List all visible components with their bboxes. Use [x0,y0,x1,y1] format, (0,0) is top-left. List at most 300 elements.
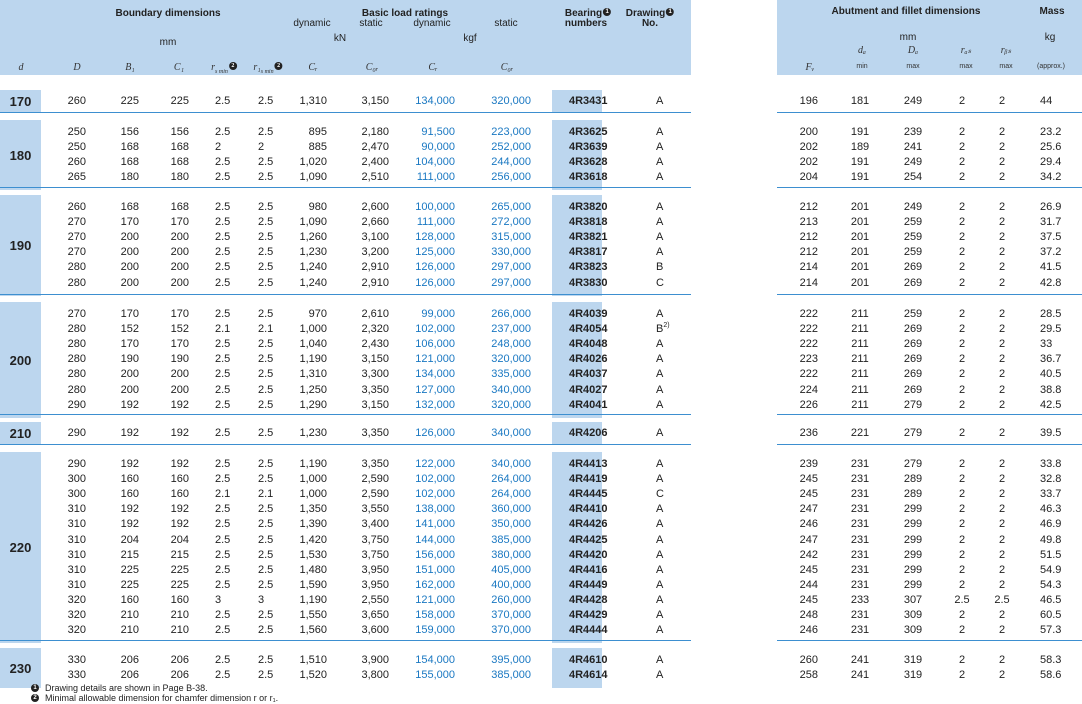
table-cell: 2.5 [258,94,274,107]
table-cell: 310 [67,563,86,576]
table-cell: 2 [958,473,966,486]
table-cell: 54.9 [1040,563,1062,576]
table-cell: 269 [903,383,923,396]
table-cell: 2 [958,503,966,516]
table-cell: 2,590 [361,473,389,486]
table-cell: 29.5 [1040,323,1062,336]
table-cell: A [656,156,664,169]
table-cell: 236 [799,426,818,439]
table-cell: 2 [958,261,966,274]
table-cell: 2.5 [215,276,231,289]
table-cell: 2 [958,669,966,682]
footnote-1: Drawing details are shown in Page B-38. [45,683,208,693]
table-cell: 160 [120,488,139,501]
table-cell: 2 [998,533,1006,546]
group-separator [777,112,1082,113]
table-cell: 2.5 [215,353,231,366]
table-cell: 2 [998,563,1006,576]
table-cell: 2.5 [258,473,274,486]
table-cell: 2 [998,201,1006,213]
table-cell: 180 [120,171,139,184]
table-cell: 3,400 [361,518,389,531]
table-cell: 4R4039 [569,308,608,320]
table-cell: 190 [170,353,189,366]
bore-diameter-cell: 230 [0,648,41,688]
table-cell: 4R4425 [569,533,608,546]
table-cell: 290 [67,426,86,439]
table-cell: 202 [799,141,818,154]
table-cell: 4R4429 [569,609,608,621]
group-separator [777,444,1082,445]
table-cell: 210 [120,609,139,621]
table-cell: 158,000 [415,609,455,621]
max-label-rbs: max [999,63,1013,70]
table-cell: 245 [799,593,818,606]
table-cell: A [656,338,664,351]
table-cell: 2.5 [258,308,274,320]
table-cell: A [656,126,664,138]
table-cell: 270 [67,216,86,229]
table-cell: 200 [170,368,189,381]
table-cell: 2.5 [258,201,274,213]
table-cell: 2 [998,353,1006,366]
table-cell: 2.5 [215,518,231,531]
table-cell: 2.5 [258,231,274,244]
table-cell: 181 [850,94,870,107]
table-cell: A [656,593,664,606]
table-cell: 245 [799,473,818,486]
table-cell: 206 [120,654,139,666]
table-cell: 46.9 [1040,518,1062,531]
table-cell: 211 [851,353,869,366]
table-cell: 54.3 [1040,578,1062,591]
table-cell: 330 [67,669,86,682]
group-separator [0,187,691,188]
min-label: min [856,63,868,70]
table-cell: 222 [799,368,818,381]
sym-Cr: Cᵣ [308,62,318,73]
table-cell: 111,000 [416,171,455,184]
table-cell: 280 [67,276,86,289]
table-cell: 2.5 [215,654,231,666]
table-cell: 289 [903,488,923,501]
table-cell: A [656,398,664,411]
table-cell: 42.8 [1040,276,1062,289]
group-separator [0,640,691,641]
table-cell: 2.5 [215,426,231,439]
table-cell: 168 [120,141,139,154]
table-cell: 2.5 [258,624,274,637]
table-cell: 4R3431 [569,94,608,107]
table-cell: 168 [170,141,189,154]
table-cell: 3,350 [361,458,389,470]
table-cell: 156,000 [415,548,455,561]
table-cell: 200 [120,231,139,244]
sym-B1: B₁ [125,62,135,73]
table-cell: 252,000 [491,141,531,154]
table-cell: 2 [958,518,966,531]
table-cell: 2.5 [954,593,970,606]
table-cell: 28.5 [1040,308,1062,320]
table-cell: 280 [67,353,86,366]
table-cell: 214 [799,276,818,289]
group-separator [0,414,691,415]
table-cell: 330 [67,654,86,666]
table-cell: 4R3818 [569,216,608,229]
table-cell: 2,400 [361,156,389,169]
table-cell: 269 [903,276,923,289]
table-cell: 2 [958,156,966,169]
table-cell: 1,530 [299,548,327,561]
table-cell: 2.5 [258,368,274,381]
table-cell: 1,250 [299,383,327,396]
table-cell: 245 [799,563,818,576]
table-cell: 2,320 [361,323,389,336]
table-cell: 350,000 [491,518,531,531]
table-cell: 1,000 [299,473,327,486]
table-cell: 212 [799,201,818,213]
table-cell: 266,000 [491,308,531,320]
table-cell: 297,000 [491,261,531,274]
bore-diameter-cell: 170 [0,90,41,112]
kn-unit-label: kN [333,33,347,44]
table-cell: 159,000 [415,624,455,637]
table-cell: 258 [799,669,818,682]
table-cell: 33.7 [1040,488,1062,501]
table-cell: 225 [120,563,139,576]
table-cell: 319 [903,654,923,666]
table-cell: 191 [850,156,870,169]
table-cell: 2.5 [258,578,274,591]
table-cell: 245 [799,488,818,501]
table-cell: 2 [958,246,966,259]
table-cell: 192 [170,518,189,531]
table-cell: 246 [799,624,818,637]
table-cell: 160 [170,473,189,486]
table-cell: 231 [850,624,870,637]
table-cell: 247 [799,503,818,516]
table-cell: 4R4610 [569,654,608,666]
table-cell: 300 [67,473,86,486]
table-cell: 370,000 [491,609,531,621]
group-separator [777,414,1082,415]
table-cell: 192 [170,458,189,470]
table-cell: 192 [170,398,189,411]
table-cell: 233 [850,593,870,606]
table-cell: 3,600 [361,624,389,637]
table-cell: 201 [850,261,870,274]
table-cell: 1,390 [299,518,327,531]
table-cell: 1,480 [299,563,327,576]
table-cell: 180 [170,171,189,184]
table-cell: 1,550 [299,609,327,621]
table-cell: 2 [958,578,966,591]
table-cell: 2.5 [258,383,274,396]
table-cell: 269 [903,261,923,274]
table-cell: 319 [903,669,923,682]
footnote-1-icon: 1 [31,684,39,692]
table-cell: 246 [799,518,818,531]
table-cell: 1,090 [299,171,327,184]
table-cell: 225 [120,94,139,107]
table-cell: 242 [799,548,818,561]
table-cell: 280 [67,383,86,396]
table-cell: 99,000 [421,308,455,320]
table-cell: 256,000 [491,171,531,184]
table-cell: 192 [120,503,139,516]
table-cell: 3,300 [361,368,389,381]
table-cell: 200 [799,126,818,138]
table-cell: 2,610 [361,308,389,320]
table-cell: 206 [170,669,189,682]
table-cell: 2 [998,503,1006,516]
table-cell: 1,190 [299,593,327,606]
table-cell: 2.5 [258,654,274,666]
table-cell: 126,000 [415,276,455,289]
table-cell: 2 [958,201,966,213]
table-cell: 2 [998,156,1006,169]
table-cell: 231 [850,548,870,561]
table-cell: 3,150 [361,353,389,366]
table-cell: 299 [903,503,923,516]
table-cell: 2,550 [361,593,389,606]
table-cell: 128,000 [415,231,455,244]
table-cell: 320,000 [491,94,531,107]
table-cell: 248,000 [491,338,531,351]
table-cell: 44 [1040,94,1053,107]
table-cell: 32.8 [1040,473,1062,486]
table-cell: 2.5 [258,669,274,682]
table-cell: 1,230 [299,426,327,439]
table-cell: 2.5 [215,126,231,138]
table-cell: 2.5 [258,246,274,259]
table-cell: 4R4426 [569,518,608,531]
table-cell: 160 [170,593,189,606]
table-cell: 320 [67,624,86,637]
table-cell: 211 [851,398,869,411]
table-cell: 400,000 [491,578,531,591]
table-cell: 212 [799,246,818,259]
table-cell: 280 [67,368,86,381]
group-separator [777,640,1082,641]
table-cell: 385,000 [491,669,531,682]
sym-r-s-min: $r_{s min}2$ [211,62,237,75]
table-cell: 270 [67,246,86,259]
table-cell: 4R4410 [569,503,608,516]
table-cell: 4R4048 [569,338,608,351]
table-cell: 2.5 [258,458,274,470]
table-cell: C [656,276,664,289]
table-cell: 211 [851,383,869,396]
table-cell: 37.5 [1040,231,1062,244]
table-cell: 126,000 [415,426,455,439]
kg-unit-label: kg [1044,32,1056,43]
table-cell: 2,600 [361,201,389,213]
table-cell: 970 [308,308,327,320]
table-cell: 2 [958,231,966,244]
table-cell: 156 [120,126,139,138]
table-cell: 335,000 [491,368,531,381]
table-cell: 2.5 [215,171,231,184]
note-1-icon: 1 [603,8,611,16]
table-cell: 191 [850,126,870,138]
table-cell: 2.5 [215,308,231,320]
table-cell: 3,750 [361,533,389,546]
table-cell: 2.5 [215,609,231,621]
table-cell: 290 [67,398,86,411]
table-cell: 2 [998,171,1006,184]
table-cell: 250 [67,126,86,138]
table-cell: 33.8 [1040,458,1062,470]
table-cell: 42.5 [1040,398,1062,411]
table-cell: 2.5 [215,383,231,396]
table-cell: 100,000 [415,201,455,213]
table-cell: A [656,548,664,561]
table-cell: A [656,141,664,154]
table-cell: 41.5 [1040,261,1062,274]
table-cell: 269 [903,368,923,381]
table-cell: 1,290 [299,398,327,411]
table-cell: A [656,473,664,486]
table-cell: 192 [120,518,139,531]
table-cell: 340,000 [491,426,531,439]
table-cell: 121,000 [415,593,455,606]
table-cell: 272,000 [491,216,531,229]
table-cell: 2,660 [361,216,389,229]
table-cell: 201 [850,216,870,229]
table-cell: 200 [170,276,189,289]
table-cell: 26.9 [1040,201,1062,213]
table-cell: 1,090 [299,216,327,229]
table-cell: 34.2 [1040,171,1062,184]
table-cell: 2 [998,246,1006,259]
table-cell: 241 [850,654,870,666]
table-cell: 4R4420 [569,548,608,561]
table-cell: 2 [958,368,966,381]
table-cell: 2 [958,488,966,501]
table-cell: 2 [998,338,1006,351]
table-cell: 2 [958,141,966,154]
table-cell: 3,150 [361,398,389,411]
table-cell: 385,000 [491,533,531,546]
table-cell: 2 [958,458,966,470]
table-cell: 4R4449 [569,578,608,591]
table-cell: 2.5 [258,426,274,439]
table-cell: 211 [851,323,869,336]
table-cell: 2.5 [215,473,231,486]
table-cell: 980 [308,201,327,213]
sym-C0r-kgf: C₀ᵣ [500,62,514,73]
table-cell: 1,190 [299,458,327,470]
table-cell: 2 [998,368,1006,381]
table-cell: 254 [903,171,923,184]
table-cell: 241 [903,141,923,154]
sym-r1-s-min: $r_1_{s min}2$ [253,62,282,75]
table-cell: 2.1 [215,323,231,336]
table-cell: A [656,669,664,682]
drawing-no-heading: Drawing 1 [626,8,674,19]
table-cell: 260 [799,654,818,666]
table-cell: 289 [903,473,923,486]
table-cell: 138,000 [415,503,455,516]
table-cell: 225 [170,94,189,107]
table-cell: 2.5 [258,126,274,138]
table-cell: 260,000 [491,593,531,606]
table-cell: 1,260 [299,231,327,244]
table-cell: 160 [170,488,189,501]
table-cell: 244,000 [491,156,531,169]
drawing-no-heading-line2: No. [641,18,659,29]
table-cell: 2,590 [361,488,389,501]
table-cell: 152 [120,323,139,336]
table-cell: 2 [958,94,966,107]
table-cell: 270 [67,308,86,320]
table-cell: 2 [998,231,1006,244]
table-cell: A [656,246,664,259]
table-cell: 2 [998,548,1006,561]
table-cell: 221 [850,426,870,439]
note-1-icon: 1 [666,8,674,16]
table-cell: 4R3618 [569,171,608,184]
table-cell: 265 [67,171,86,184]
table-cell: 168 [170,201,189,213]
table-cell: 2.5 [258,609,274,621]
table-cell: 307 [903,593,923,606]
table-cell: 2.5 [215,338,231,351]
table-cell: 4R4419 [569,473,608,486]
table-cell: 239 [903,126,923,138]
table-cell: 310 [67,578,86,591]
table-cell: 280 [67,261,86,274]
table-cell: 299 [903,548,923,561]
dynamic-kgf-label: dynamic [413,18,451,29]
table-cell: 201 [850,246,870,259]
table-cell: 3,350 [361,383,389,396]
table-cell: 4R4037 [569,368,608,381]
table-cell: 38.8 [1040,383,1062,396]
table-cell: A [656,578,664,591]
table-cell: 279 [903,426,923,439]
table-cell: 152 [170,323,189,336]
table-cell: 2 [998,669,1006,682]
table-cell: 1,000 [299,488,327,501]
table-cell: 2 [958,338,966,351]
table-cell: 170 [120,308,139,320]
table-cell: 154,000 [415,654,455,666]
table-cell: 170 [170,338,189,351]
table-cell: 249 [903,201,923,213]
table-cell: 269 [903,323,923,336]
table-cell: 2.5 [215,94,231,107]
table-cell: 2.5 [258,156,274,169]
mm-unit-label-right: mm [899,32,917,43]
table-cell: 2.1 [258,323,274,336]
table-cell: 102,000 [415,488,455,501]
table-cell: 225 [170,578,189,591]
table-cell: 3,750 [361,548,389,561]
table-cell: 239 [799,458,818,470]
table-cell: 192 [170,503,189,516]
table-cell: 2 [998,473,1006,486]
table-cell: 231 [850,488,870,501]
table-cell: 2.5 [258,503,274,516]
table-cell: 4R4027 [569,383,608,396]
table-cell: 297,000 [491,276,531,289]
table-cell: 231 [850,609,870,621]
table-cell: 2 [258,141,265,154]
table-cell: A [656,231,664,244]
table-cell: 134,000 [415,368,455,381]
